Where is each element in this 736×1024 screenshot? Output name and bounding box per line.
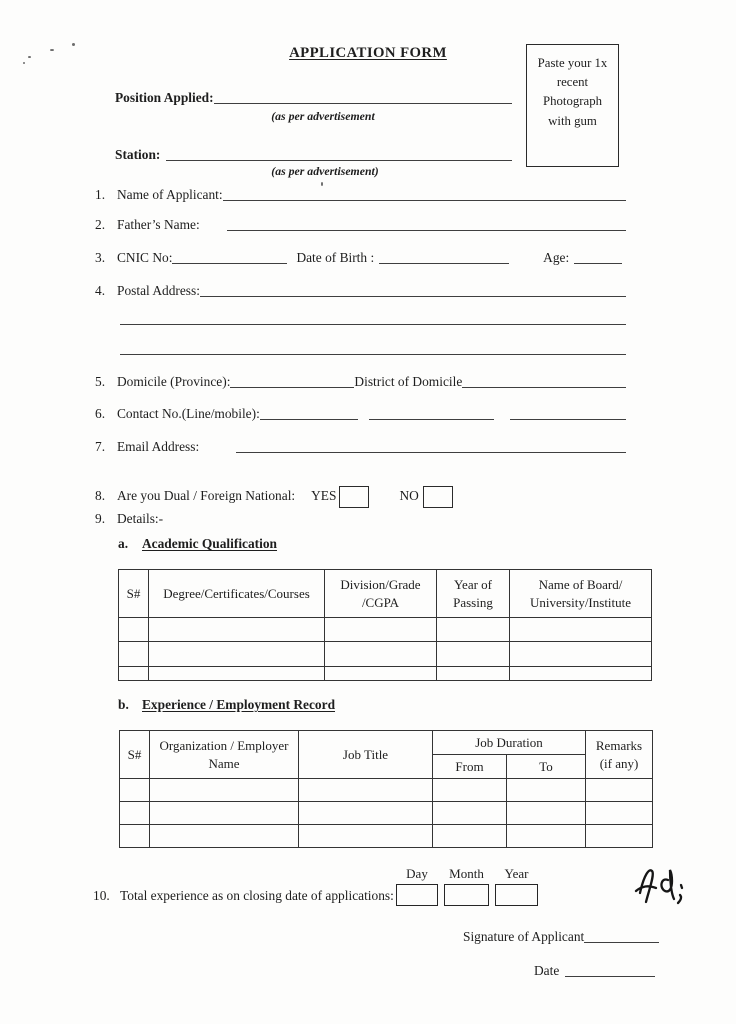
field-total-experience — [93, 888, 633, 904]
month-box-group — [444, 866, 489, 906]
item-number: 5. — [95, 374, 106, 389]
field-label: Father’s Name: — [117, 217, 200, 232]
item-number: 3. — [95, 250, 106, 265]
no-checkbox — [423, 486, 453, 508]
item-number: 7. — [95, 439, 106, 454]
col-header-serial: S# — [119, 570, 149, 618]
empty-cell — [149, 618, 325, 642]
year-label: Year — [504, 866, 529, 881]
district-label: District of Domicile — [354, 374, 463, 389]
item-number: 8. — [95, 488, 106, 503]
postal-address-line-3 — [120, 354, 626, 355]
empty-cell — [433, 779, 507, 802]
position-applied-label: Position Applied: — [115, 90, 214, 105]
yes-checkbox — [339, 486, 369, 508]
section-letter: b. — [118, 697, 129, 712]
field-email-address — [95, 439, 626, 455]
station-line — [166, 156, 512, 161]
empty-cell — [119, 618, 149, 642]
col-header-remarks: Remarks (if any) — [586, 731, 653, 779]
col-header-job-title: Job Title — [299, 731, 433, 779]
empty-cell — [325, 667, 437, 681]
empty-cell — [510, 618, 652, 642]
photo-paste-box — [526, 44, 619, 167]
contact-line-1 — [260, 415, 358, 420]
station-caption: (as per advertisement) — [271, 164, 379, 178]
position-applied-row — [115, 90, 512, 106]
field-contact-no — [95, 406, 626, 422]
col-header-job-duration: Job Duration — [433, 731, 586, 755]
scan-speck — [23, 62, 25, 64]
empty-cell — [120, 802, 150, 825]
empty-cell — [325, 642, 437, 667]
empty-cell — [586, 825, 653, 848]
age-label: Age: — [543, 250, 570, 265]
experience-record-table — [119, 730, 653, 848]
year-box — [495, 884, 538, 906]
empty-cell — [299, 802, 433, 825]
station-row — [115, 147, 512, 163]
section-title: Experience / Employment Record — [142, 697, 336, 712]
table-row — [119, 642, 652, 667]
province-line — [230, 383, 354, 388]
empty-cell — [586, 779, 653, 802]
form-title: APPLICATION FORM — [289, 45, 447, 61]
postal-address-line-2 — [120, 324, 626, 325]
fill-line — [200, 292, 626, 297]
empty-cell — [586, 802, 653, 825]
field-label: Postal Address: — [117, 283, 200, 298]
item-number: 4. — [95, 283, 106, 298]
empty-cell — [119, 667, 149, 681]
empty-cell — [437, 618, 510, 642]
item-number: 1. — [95, 187, 106, 202]
year-box-group — [495, 866, 538, 906]
empty-cell — [299, 779, 433, 802]
empty-cell — [149, 667, 325, 681]
date-row — [534, 963, 655, 979]
empty-cell — [507, 779, 586, 802]
photo-box-text: Paste your 1x recent Photograph with gum — [537, 56, 608, 128]
empty-cell — [437, 642, 510, 667]
day-box-group — [396, 866, 438, 906]
col-header-organization: Organization / Employer Name — [150, 731, 299, 779]
table-row — [120, 802, 653, 825]
day-box — [396, 884, 438, 906]
empty-cell — [150, 779, 299, 802]
table-header-row — [120, 731, 653, 755]
field-label: Email Address: — [117, 439, 200, 454]
col-header-serial: S# — [120, 731, 150, 779]
month-box — [444, 884, 489, 906]
position-applied-caption: (as per advertisement — [271, 109, 375, 123]
handwritten-mark — [633, 864, 687, 912]
yes-label: YES — [311, 488, 337, 503]
field-label: Details:- — [117, 511, 164, 526]
contact-line-3 — [510, 415, 626, 420]
dob-line — [379, 259, 509, 264]
age-line — [574, 259, 622, 264]
item-number: 10. — [93, 888, 110, 903]
field-dual-national — [95, 478, 626, 504]
col-header-degree: Degree/Certificates/Courses — [149, 570, 325, 618]
item-number: 2. — [95, 217, 106, 232]
col-header-board: Name of Board/ University/Institute — [510, 570, 652, 618]
table-row — [120, 779, 653, 802]
cnic-label: CNIC No: — [117, 250, 173, 265]
field-details — [95, 511, 626, 527]
empty-cell — [433, 825, 507, 848]
province-label: Domicile (Province): — [117, 374, 231, 389]
field-name-of-applicant — [95, 187, 626, 203]
field-label: Name of Applicant: — [117, 187, 223, 202]
empty-cell — [510, 667, 652, 681]
section-title: Academic Qualification — [142, 536, 278, 551]
signature-row — [463, 929, 659, 945]
signature-line — [584, 938, 659, 943]
empty-cell — [433, 802, 507, 825]
col-header-to: To — [507, 755, 586, 779]
empty-cell — [325, 618, 437, 642]
col-header-division: Division/Grade /CGPA — [325, 570, 437, 618]
empty-cell — [120, 825, 150, 848]
month-label: Month — [449, 866, 484, 881]
fill-line — [236, 448, 626, 453]
fill-line — [227, 226, 626, 231]
cnic-line — [172, 259, 287, 264]
table-row — [120, 825, 653, 848]
scan-speck — [321, 182, 323, 186]
empty-cell — [507, 802, 586, 825]
section-academic-qualification — [118, 536, 277, 552]
table-row — [119, 667, 652, 681]
empty-cell — [299, 825, 433, 848]
item-number: 9. — [95, 511, 106, 526]
fill-line — [223, 196, 626, 201]
empty-cell — [120, 779, 150, 802]
date-line — [565, 972, 655, 977]
empty-cell — [149, 642, 325, 667]
field-label: Total experience as on closing date of applications: — [120, 888, 394, 903]
experience-duration-boxes — [396, 866, 538, 906]
table-row — [119, 618, 652, 642]
position-applied-line — [214, 99, 512, 104]
empty-cell — [437, 667, 510, 681]
field-label: Are you Dual / Foreign National: — [117, 488, 296, 503]
section-experience-record — [118, 697, 335, 713]
col-header-from: From — [433, 755, 507, 779]
no-label: NO — [399, 488, 419, 503]
date-label: Date — [534, 963, 560, 978]
field-domicile — [95, 374, 626, 390]
day-label: Day — [406, 866, 428, 881]
section-letter: a. — [118, 536, 129, 551]
station-label: Station: — [115, 147, 161, 162]
contact-line-2 — [369, 415, 494, 420]
empty-cell — [119, 642, 149, 667]
table-header-row — [119, 570, 652, 618]
field-cnic-dob-age — [95, 250, 626, 266]
field-fathers-name — [95, 217, 626, 233]
academic-qualification-table — [118, 569, 652, 681]
empty-cell — [510, 642, 652, 667]
empty-cell — [150, 802, 299, 825]
dob-label: Date of Birth : — [296, 250, 375, 265]
field-label: Contact No.(Line/mobile): — [117, 406, 260, 421]
item-number: 6. — [95, 406, 106, 421]
signature-label: Signature of Applicant — [463, 929, 585, 944]
col-header-year: Year of Passing — [437, 570, 510, 618]
empty-cell — [507, 825, 586, 848]
field-postal-address — [95, 283, 626, 299]
district-line — [462, 383, 626, 388]
empty-cell — [150, 825, 299, 848]
